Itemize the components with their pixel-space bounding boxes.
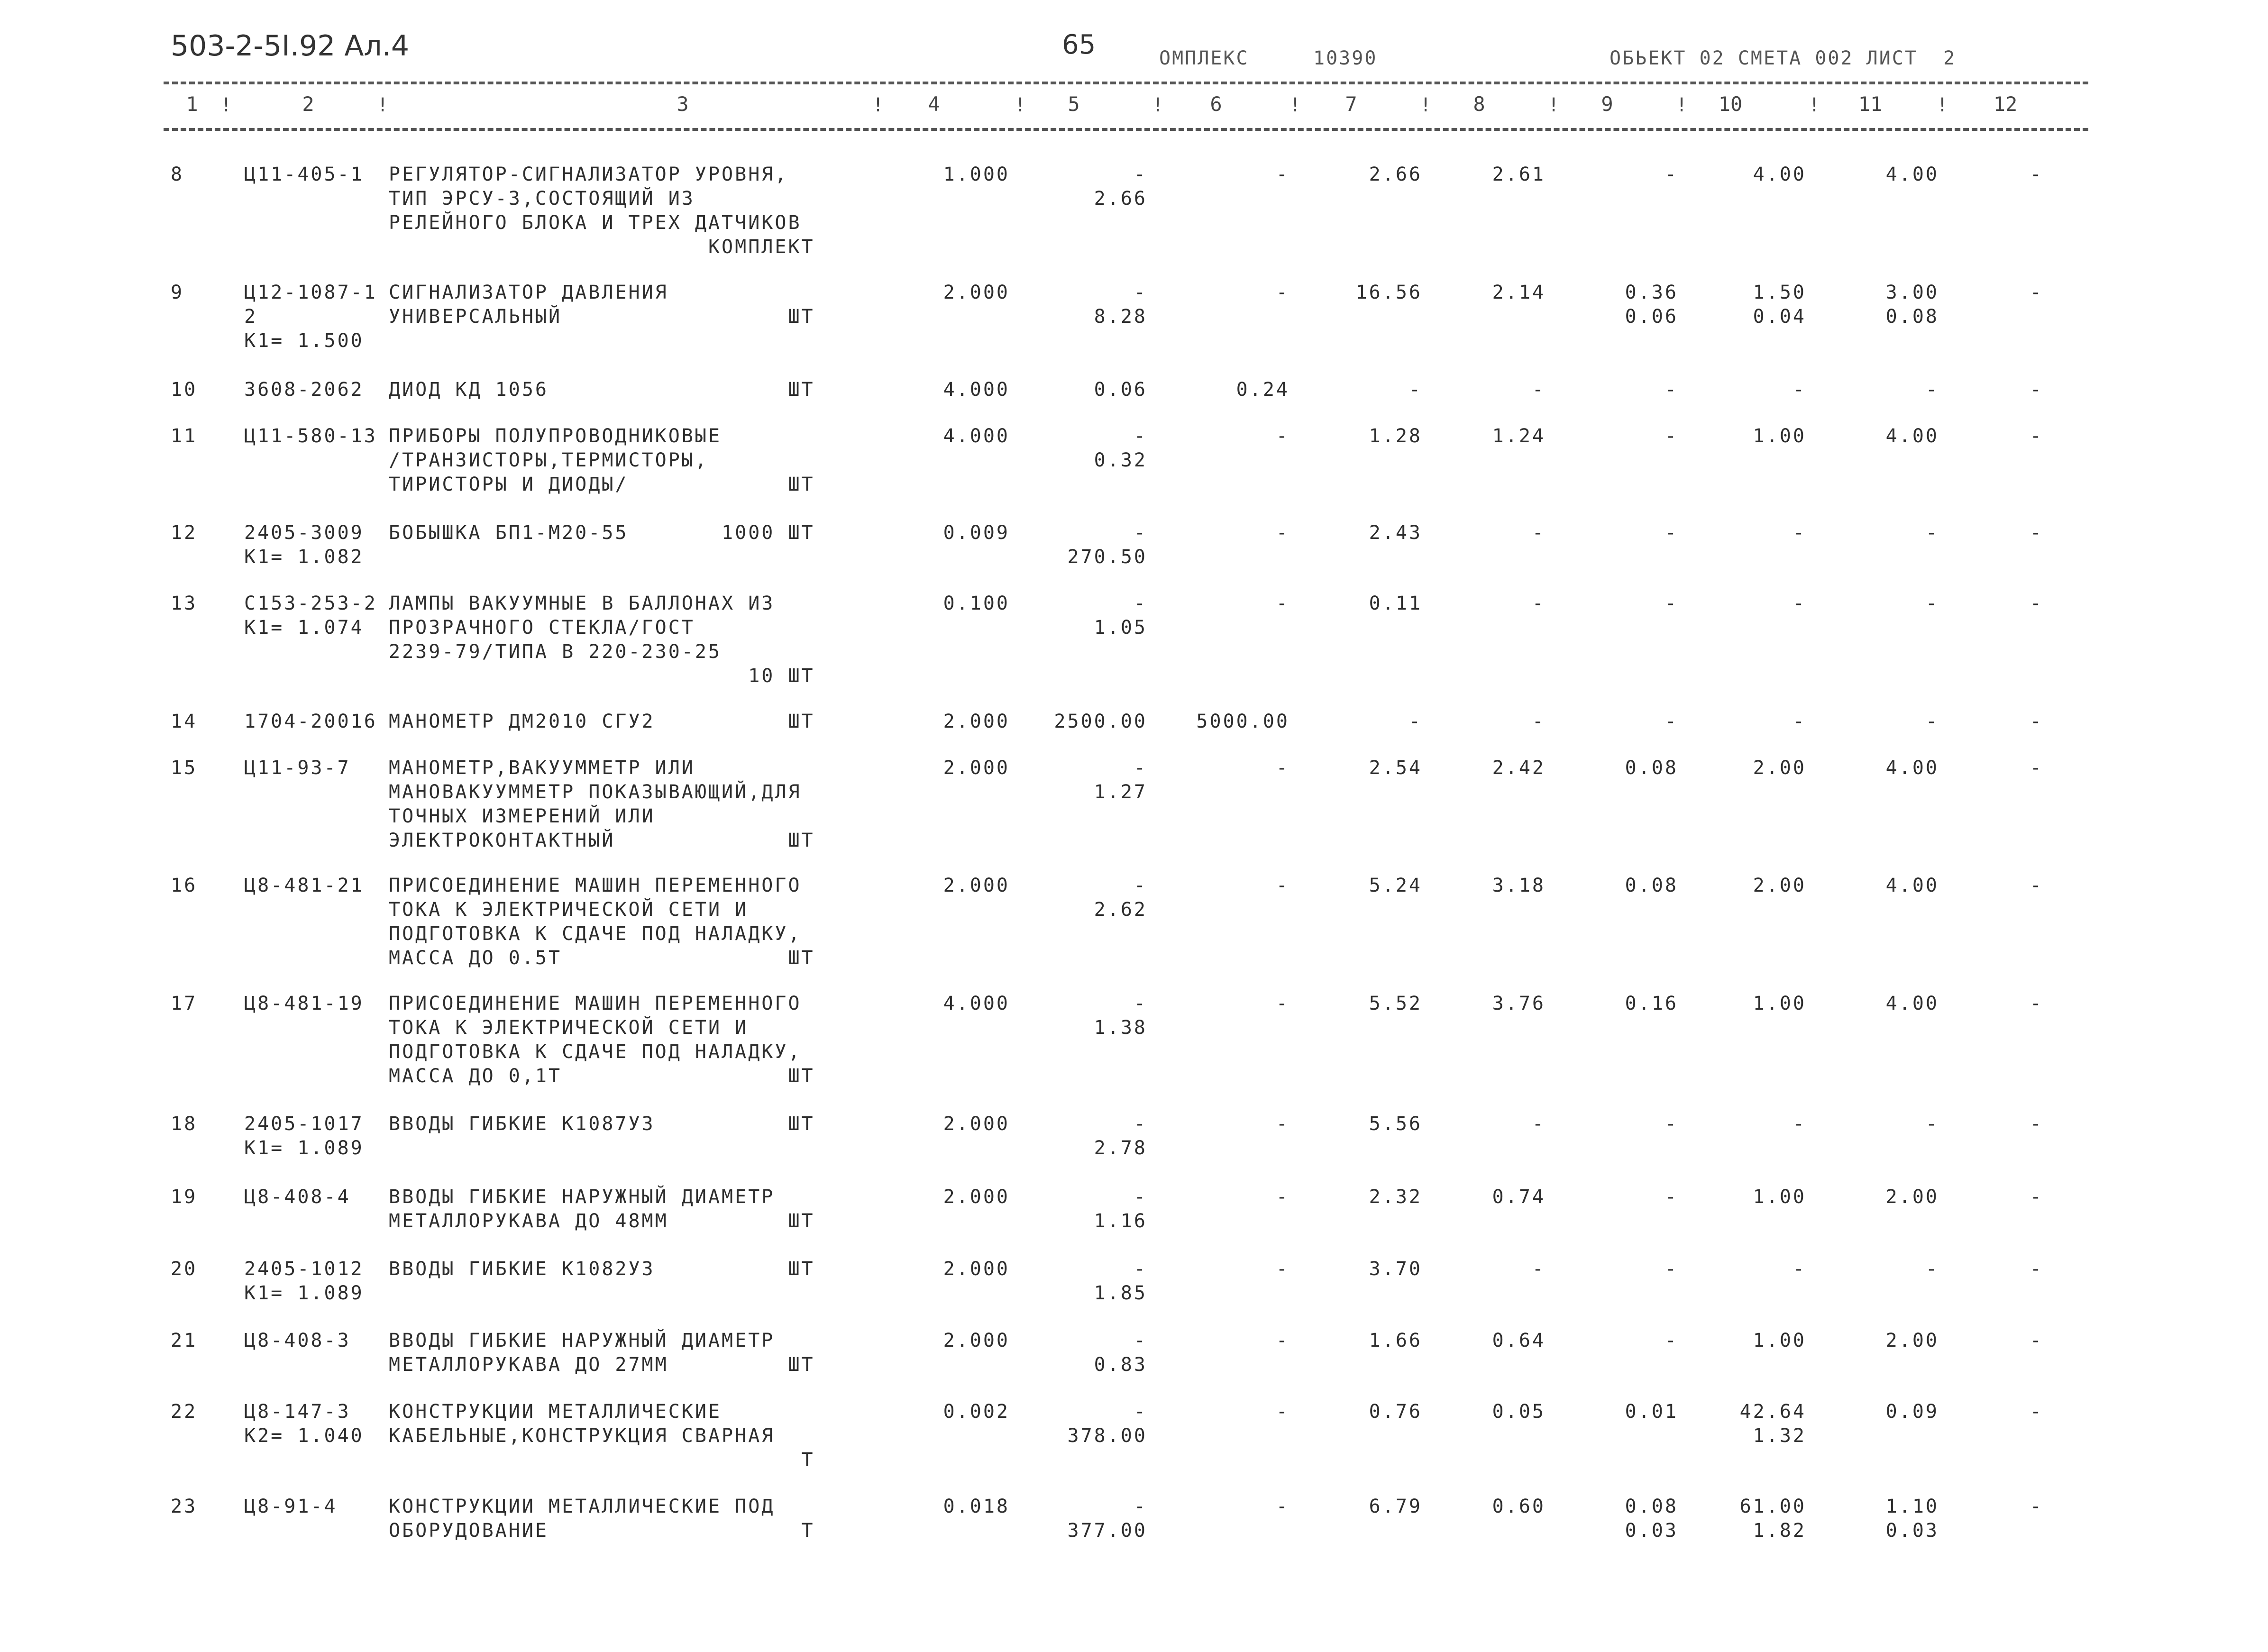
column-header-3: 3 — [677, 92, 689, 116]
work-description: ЛАМПЫ ВАКУУМНЫЕ В БАЛЛОНАХ ИЗ ПРОЗРАЧНОГО СТЕКЛА/ГОСТ 2239-79/ТИПА В 220-230-25 10 ШТ — [389, 593, 815, 687]
column-header-6: 6 — [1210, 92, 1222, 116]
column-11-value: 4.00 — [1885, 164, 1939, 185]
quantity: 2.000 — [943, 875, 1010, 896]
column-8-value: - — [1532, 522, 1546, 544]
work-description: ПРИБОРЫ ПОЛУПРОВОДНИКОВЫЕ /ТРАНЗИСТОРЫ,ТЕРМИСТОРЫ, ТИРИСТОРЫ И ДИОДЫ/ ШТ — [389, 425, 815, 495]
unit-cost: - 1.85 — [1094, 1258, 1147, 1304]
total-cost: - — [1276, 1113, 1289, 1135]
row-number: 21 — [171, 1330, 198, 1351]
unit-cost: - 2.78 — [1094, 1113, 1147, 1159]
total-cost: - — [1276, 425, 1289, 447]
column-10-value: 42.64 1.32 — [1739, 1401, 1806, 1447]
price-code: Ц11-405-1 — [244, 164, 364, 185]
column-9-value: - — [1664, 1330, 1678, 1351]
work-description: КОНСТРУКЦИИ МЕТАЛЛИЧЕСКИЕ КАБЕЛЬНЫЕ,КОНСТРУКЦИЯ СВАРНАЯ Т — [389, 1401, 815, 1471]
column-12-value: - — [2030, 1186, 2043, 1208]
work-description: МАНОМЕТР ДМ2010 СГУ2 ШТ — [389, 711, 815, 732]
quantity: 1.000 — [943, 164, 1010, 185]
quantity: 2.000 — [943, 1330, 1010, 1351]
row-number: 15 — [171, 757, 198, 779]
row-number: 19 — [171, 1186, 198, 1208]
total-cost: 5000.00 — [1196, 711, 1289, 732]
column-11-value: 4.00 — [1885, 993, 1939, 1014]
column-11-value: 1.10 0.03 — [1885, 1496, 1939, 1542]
column-12-value: - — [2030, 757, 2043, 779]
column-12-value: - — [2030, 1258, 2043, 1280]
column-11-value: 4.00 — [1885, 875, 1939, 896]
column-header-12: 12 — [1993, 92, 2018, 116]
complex-label: ОМПЛЕКС 10390 — [1159, 47, 1378, 69]
column-7-value: - — [1408, 711, 1422, 732]
row-number: 13 — [171, 593, 198, 614]
column-12-value: - — [2030, 1330, 2043, 1351]
column-header-4: 4 — [928, 92, 940, 116]
column-8-value: 2.61 — [1492, 164, 1546, 185]
column-12-value: - — [2030, 1496, 2043, 1517]
work-description: ВВОДЫ ГИБКИЕ НАРУЖНЫЙ ДИАМЕТР МЕТАЛЛОРУКАВА ДО 48ММ ШТ — [389, 1186, 815, 1232]
column-10-value: - — [1792, 379, 1806, 401]
price-code: С153-253-2 К1= 1.074 — [244, 593, 377, 639]
quantity: 2.000 — [943, 711, 1010, 732]
column-separator: ! — [1548, 94, 1560, 116]
work-description: ПРИСОЕДИНЕНИЕ МАШИН ПЕРЕМЕННОГО ТОКА К ЭЛЕКТРИЧЕСКОЙ СЕТИ И ПОДГОТОВКА К СДАЧЕ ПОД НАЛАДКУ, МАССА ДО 0,1Т ШТ — [389, 993, 815, 1087]
price-code: Ц11-93-7 — [244, 757, 351, 779]
column-header-7: 7 — [1345, 92, 1357, 116]
price-code: 2405-1017 К1= 1.089 — [244, 1113, 364, 1159]
price-code: 3608-2062 — [244, 379, 364, 401]
document-stamp: 503-2-5I.92 Ал.4 — [171, 29, 409, 63]
column-9-value: 0.16 — [1625, 993, 1678, 1014]
column-separator: ! — [1420, 94, 1432, 116]
column-11-value: 3.00 0.08 — [1885, 282, 1939, 328]
column-7-value: 16.56 — [1355, 282, 1422, 303]
column-8-value: 0.64 — [1492, 1330, 1546, 1351]
column-separator: ! — [1015, 94, 1026, 116]
unit-cost: - 378.00 — [1067, 1401, 1147, 1447]
work-description: БОБЫШКА БП1-М20-55 1000 ШТ — [389, 522, 815, 544]
unit-cost: - 377.00 — [1067, 1496, 1147, 1542]
unit-cost: - 1.05 — [1094, 593, 1147, 639]
column-11-value: 4.00 — [1885, 757, 1939, 779]
column-7-value: 2.43 — [1369, 522, 1422, 544]
column-11-value: 4.00 — [1885, 425, 1939, 447]
column-7-value: 5.56 — [1369, 1113, 1422, 1135]
column-7-value: - — [1408, 379, 1422, 401]
column-8-value: 0.60 — [1492, 1496, 1546, 1517]
column-separator: ! — [872, 94, 884, 116]
work-description: ВВОДЫ ГИБКИЕ К1082У3 ШТ — [389, 1258, 815, 1280]
total-cost: - — [1276, 1258, 1289, 1280]
price-code: Ц12-1087-1 2 К1= 1.500 — [244, 282, 377, 352]
unit-cost: - 0.83 — [1094, 1330, 1147, 1376]
column-10-value: 2.00 — [1753, 875, 1806, 896]
quantity: 0.009 — [943, 522, 1010, 544]
column-9-value: 0.08 0.03 — [1625, 1496, 1678, 1542]
unit-cost: 0.06 — [1094, 379, 1147, 401]
price-code: Ц11-580-13 — [244, 425, 377, 447]
row-number: 9 — [171, 282, 184, 303]
price-code: Ц8-147-3 К2= 1.040 — [244, 1401, 364, 1447]
column-12-value: - — [2030, 993, 2043, 1014]
column-7-value: 3.70 — [1369, 1258, 1422, 1280]
column-7-value: 0.76 — [1369, 1401, 1422, 1423]
column-10-value: - — [1792, 711, 1806, 732]
quantity: 4.000 — [943, 425, 1010, 447]
unit-cost: - 270.50 — [1067, 522, 1147, 568]
column-12-value: - — [2030, 164, 2043, 185]
total-cost: - — [1276, 593, 1289, 614]
column-10-value: 61.00 1.82 — [1739, 1496, 1806, 1542]
price-code: Ц8-408-4 — [244, 1186, 351, 1208]
work-description: СИГНАЛИЗАТОР ДАВЛЕНИЯ УНИВЕРСАЛЬНЫЙ ШТ — [389, 282, 815, 328]
column-10-value: - — [1792, 1258, 1806, 1280]
column-7-value: 5.24 — [1369, 875, 1422, 896]
row-number: 8 — [171, 164, 184, 185]
column-header-1: 1 — [186, 92, 198, 116]
quantity: 2.000 — [943, 1113, 1010, 1135]
work-description: ДИОД КД 1056 ШТ — [389, 379, 815, 401]
column-11-value: - — [1925, 593, 1939, 614]
column-12-value: - — [2030, 379, 2043, 401]
column-11-value: - — [1925, 379, 1939, 401]
work-description: ПРИСОЕДИНЕНИЕ МАШИН ПЕРЕМЕННОГО ТОКА К ЭЛЕКТРИЧЕСКОЙ СЕТИ И ПОДГОТОВКА К СДАЧЕ ПОД НАЛАДКУ, МАССА ДО 0.5Т ШТ — [389, 875, 815, 969]
unit-cost: - 2.62 — [1094, 875, 1147, 921]
price-code: Ц8-481-21 — [244, 875, 364, 896]
total-cost: - — [1276, 1330, 1289, 1351]
column-9-value: 0.36 0.06 — [1625, 282, 1678, 328]
price-code: 1704-20016 — [244, 711, 377, 732]
column-8-value: 2.14 — [1492, 282, 1546, 303]
column-9-value: - — [1664, 379, 1678, 401]
column-7-value: 1.66 — [1369, 1330, 1422, 1351]
column-8-value: - — [1532, 1113, 1546, 1135]
row-number: 14 — [171, 711, 198, 732]
column-9-value: - — [1664, 164, 1678, 185]
row-number: 16 — [171, 875, 198, 896]
column-7-value: 0.11 — [1369, 593, 1422, 614]
column-7-value: 2.32 — [1369, 1186, 1422, 1208]
column-12-value: - — [2030, 425, 2043, 447]
column-11-value: - — [1925, 1258, 1939, 1280]
column-11-value: - — [1925, 711, 1939, 732]
column-11-value: - — [1925, 1113, 1939, 1135]
page-number: 65 — [1062, 29, 1096, 60]
quantity: 2.000 — [943, 757, 1010, 779]
column-8-value: 3.18 — [1492, 875, 1546, 896]
column-header-9: 9 — [1601, 92, 1613, 116]
row-number: 12 — [171, 522, 198, 544]
column-12-value: - — [2030, 282, 2043, 303]
column-10-value: 1.00 — [1753, 425, 1806, 447]
column-8-value: 1.24 — [1492, 425, 1546, 447]
column-9-value: - — [1664, 1186, 1678, 1208]
row-number: 20 — [171, 1258, 198, 1280]
price-code: Ц8-408-3 — [244, 1330, 351, 1351]
total-cost: - — [1276, 757, 1289, 779]
total-cost: - — [1276, 522, 1289, 544]
column-12-value: - — [2030, 711, 2043, 732]
quantity: 4.000 — [943, 993, 1010, 1014]
quantity: 0.100 — [943, 593, 1010, 614]
column-8-value: - — [1532, 1258, 1546, 1280]
column-8-value: 0.05 — [1492, 1401, 1546, 1423]
column-10-value: - — [1792, 1113, 1806, 1135]
column-8-value: - — [1532, 593, 1546, 614]
column-9-value: 0.08 — [1625, 757, 1678, 779]
column-11-value: 2.00 — [1885, 1186, 1939, 1208]
column-9-value: - — [1664, 1113, 1678, 1135]
unit-cost: 2500.00 — [1054, 711, 1147, 732]
column-7-value: 5.52 — [1369, 993, 1422, 1014]
unit-cost: - 1.16 — [1094, 1186, 1147, 1232]
work-description: ВВОДЫ ГИБКИЕ НАРУЖНЫЙ ДИАМЕТР МЕТАЛЛОРУКАВА ДО 27ММ ШТ — [389, 1330, 815, 1376]
price-code: 2405-1012 К1= 1.089 — [244, 1258, 364, 1304]
price-code: 2405-3009 К1= 1.082 — [244, 522, 364, 568]
column-separator: ! — [377, 94, 389, 116]
column-9-value: - — [1664, 593, 1678, 614]
column-separator: ! — [1152, 94, 1164, 116]
unit-cost: - 2.66 — [1094, 164, 1147, 210]
total-cost: - — [1276, 875, 1289, 896]
price-code: Ц8-481-19 — [244, 993, 364, 1014]
unit-cost: - 1.27 — [1094, 757, 1147, 803]
column-12-value: - — [2030, 522, 2043, 544]
column-11-value: 0.09 — [1885, 1401, 1939, 1423]
work-description: ВВОДЫ ГИБКИЕ К1087У3 ШТ — [389, 1113, 815, 1135]
total-cost: - — [1276, 282, 1289, 303]
column-9-value: 0.08 — [1625, 875, 1678, 896]
column-9-value: - — [1664, 1258, 1678, 1280]
quantity: 2.000 — [943, 1186, 1010, 1208]
row-number: 22 — [171, 1401, 198, 1423]
column-7-value: 6.79 — [1369, 1496, 1422, 1517]
column-separator: ! — [1676, 94, 1688, 116]
total-cost: - — [1276, 1401, 1289, 1423]
column-separator: ! — [1289, 94, 1301, 116]
column-8-value: 3.76 — [1492, 993, 1546, 1014]
row-number: 11 — [171, 425, 198, 447]
column-11-value: 2.00 — [1885, 1330, 1939, 1351]
column-header-10: 10 — [1718, 92, 1743, 116]
unit-cost: - 1.38 — [1094, 993, 1147, 1039]
column-10-value: 1.00 — [1753, 993, 1806, 1014]
column-8-value: - — [1532, 711, 1546, 732]
column-8-value: 2.42 — [1492, 757, 1546, 779]
column-10-value: 2.00 — [1753, 757, 1806, 779]
quantity: 4.000 — [943, 379, 1010, 401]
column-7-value: 1.28 — [1369, 425, 1422, 447]
column-9-value: - — [1664, 425, 1678, 447]
total-cost: - — [1276, 164, 1289, 185]
column-9-value: - — [1664, 522, 1678, 544]
column-separator: ! — [1809, 94, 1820, 116]
work-description: МАНОМЕТР,ВАКУУММЕТР ИЛИ МАНОВАКУУММЕТР ПОКАЗЫВАЮЩИЙ,ДЛЯ ТОЧНЫХ ИЗМЕРЕНИЙ ИЛИ ЭЛЕКТРОКОНТАКТНЫЙ ШТ — [389, 757, 815, 851]
column-header-2: 2 — [302, 92, 314, 116]
column-header-8: 8 — [1473, 92, 1485, 116]
column-7-value: 2.66 — [1369, 164, 1422, 185]
quantity: 0.018 — [943, 1496, 1010, 1517]
quantity: 2.000 — [943, 282, 1010, 303]
column-12-value: - — [2030, 593, 2043, 614]
total-cost: - — [1276, 1496, 1289, 1517]
total-cost: - — [1276, 1186, 1289, 1208]
column-12-value: - — [2030, 875, 2043, 896]
column-header-5: 5 — [1068, 92, 1080, 116]
quantity: 0.002 — [943, 1401, 1010, 1423]
column-8-value: 0.74 — [1492, 1186, 1546, 1208]
column-12-value: - — [2030, 1401, 2043, 1423]
column-10-value: 1.50 0.04 — [1753, 282, 1806, 328]
row-number: 18 — [171, 1113, 198, 1135]
work-description: КОНСТРУКЦИИ МЕТАЛЛИЧЕСКИЕ ПОД ОБОРУДОВАНИЕ Т — [389, 1496, 815, 1542]
total-cost: 0.24 — [1236, 379, 1289, 401]
unit-cost: - 8.28 — [1094, 282, 1147, 328]
column-11-value: - — [1925, 522, 1939, 544]
column-10-value: - — [1792, 593, 1806, 614]
unit-cost: - 0.32 — [1094, 425, 1147, 471]
column-8-value: - — [1532, 379, 1546, 401]
work-description: РЕГУЛЯТОР-СИГНАЛИЗАТОР УРОВНЯ, ТИП ЭРСУ-3,СОСТОЯЩИЙ ИЗ РЕЛЕЙНОГО БЛОКА И ТРЕХ ДАТЧИКОВ КОМПЛЕКТ — [389, 164, 815, 258]
column-10-value: 1.00 — [1753, 1186, 1806, 1208]
column-separator: ! — [220, 94, 232, 116]
object-estimate-sheet-label: ОБЬЕКТ 02 СМЕТА 002 ЛИСТ 2 — [1610, 47, 1957, 69]
column-12-value: - — [2030, 1113, 2043, 1135]
column-header-11: 11 — [1858, 92, 1883, 116]
column-9-value: 0.01 — [1625, 1401, 1678, 1423]
total-cost: - — [1276, 993, 1289, 1014]
column-separator: ! — [1937, 94, 1948, 116]
row-number: 10 — [171, 379, 198, 401]
column-9-value: - — [1664, 711, 1678, 732]
column-10-value: 1.00 — [1753, 1330, 1806, 1351]
column-10-value: - — [1792, 522, 1806, 544]
price-code: Ц8-91-4 — [244, 1496, 338, 1517]
column-10-value: 4.00 — [1753, 164, 1806, 185]
quantity: 2.000 — [943, 1258, 1010, 1280]
row-number: 17 — [171, 993, 198, 1014]
column-7-value: 2.54 — [1369, 757, 1422, 779]
row-number: 23 — [171, 1496, 198, 1517]
